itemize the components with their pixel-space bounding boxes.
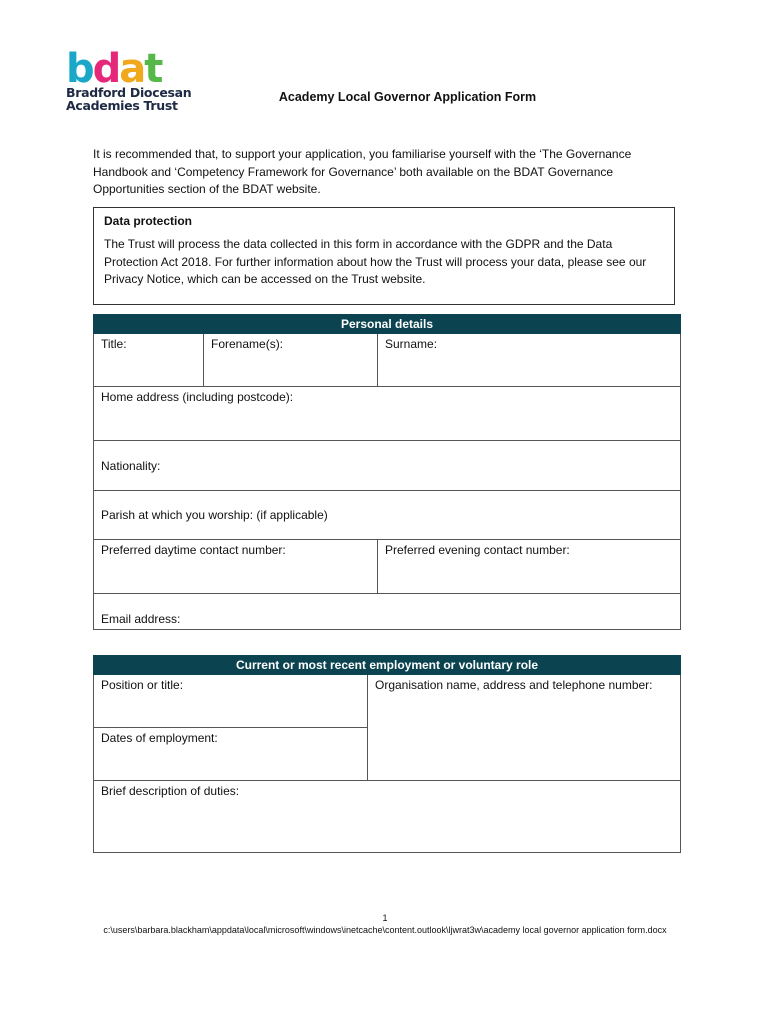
data-protection-heading: Data protection <box>104 214 193 228</box>
personal-details-header: Personal details <box>94 315 681 334</box>
home-address-field[interactable]: Home address (including postcode): <box>94 387 681 441</box>
page-number: 1 <box>382 913 388 923</box>
employment-header: Current or most recent employment or voluntary role <box>94 656 681 675</box>
position-field[interactable]: Position or title: <box>94 675 368 728</box>
duties-field[interactable]: Brief description of duties: <box>94 781 681 853</box>
surname-field[interactable]: Surname: <box>378 334 681 387</box>
logo-letter-b: b <box>66 46 93 92</box>
data-protection-body: The Trust will process the data collected in this form in accordance with the GDPR and the Data Protection Act 2018. For further information about how the Trust will process your data, please see our Privacy Notice, which can be accessed on the Trust website. <box>104 237 647 286</box>
title-field[interactable]: Title: <box>94 334 204 387</box>
nationality-field[interactable]: Nationality: <box>94 441 681 491</box>
form-title: Academy Local Governor Application Form <box>278 90 537 104</box>
file-path: c:\users\barbara.blackham\appdata\local\microsoft\windows\inetcache\content.outlook\ljwrat3w\academy local governor application form.docx <box>103 925 667 935</box>
organisation-field[interactable]: Organisation name, address and telephone number: <box>368 675 681 781</box>
personal-details-table <box>93 314 681 630</box>
dates-of-employment-field[interactable]: Dates of employment: <box>94 728 368 781</box>
email-field[interactable]: Email address: <box>94 594 681 630</box>
logo-line-1: Bradford Diocesan <box>66 85 192 100</box>
logo-letter-d: d <box>92 46 120 92</box>
logo-line-2: Academies Trust <box>66 98 178 113</box>
parish-field[interactable]: Parish at which you worship: (if applicable) <box>94 491 681 540</box>
employment-table <box>93 655 681 853</box>
logo-letter-t: t <box>144 46 162 92</box>
data-protection-box <box>93 207 675 305</box>
daytime-phone-field[interactable]: Preferred daytime contact number: <box>94 540 378 594</box>
forenames-field[interactable]: Forename(s): <box>204 334 378 387</box>
page-footer <box>0 912 770 936</box>
logo-wordmark <box>66 46 196 92</box>
evening-phone-field[interactable]: Preferred evening contact number: <box>378 540 681 594</box>
intro-paragraph: It is recommended that, to support your application, you familiarise yourself with the ‘The Governance Handbook and ‘Competency Framework for Governance’ both available on the BDAT Governance Opportunities section of the BDAT website. <box>93 147 632 196</box>
logo-letter-a: a <box>119 46 145 92</box>
